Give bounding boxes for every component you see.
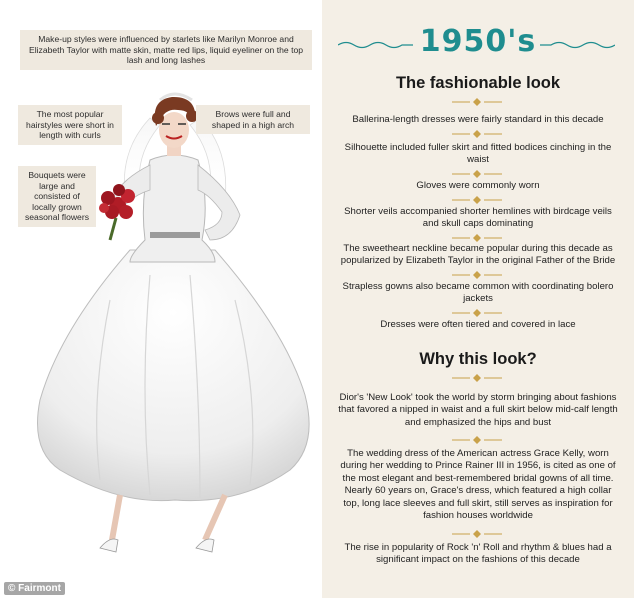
right-flourish-icon [540, 40, 615, 50]
makeup-note: Make-up styles were influenced by starlets like Marilyn Monroe and Elizabeth Taylor with matte skin, matte red lips, liquid eyeliner on the top lash and long lashes [20, 30, 312, 70]
look-item: Strapless gowns also became common with coordinating bolero jackets [342, 281, 614, 305]
look-item: Shorter veils accompanied shorter hemlines with birdcage veils and skull caps dominating [344, 206, 612, 230]
section-title-fashionable-look: The fashionable look [395, 74, 561, 92]
item-divider-icon [452, 436, 502, 444]
why-item: The rise in popularity of Rock 'n' Roll and rhythm & blues had a significant impact on the fashions of this decade [344, 542, 612, 566]
watermark-icon: © [8, 583, 16, 594]
item-divider-icon [452, 234, 502, 242]
section-divider-icon [452, 98, 502, 106]
item-divider-icon [452, 309, 502, 317]
item-divider-icon [452, 196, 502, 204]
section-divider-icon [452, 374, 502, 382]
look-item: The sweetheart neckline became popular during this decade as popularized by Elizabeth Taylor in the original Father of the Bride [340, 243, 616, 267]
bouquet-note: Bouquets were large and consisted of locally grown seasonal flowers [18, 166, 96, 227]
hair-note: The most popular hairstyles were short in length with curls [18, 105, 122, 145]
item-divider-icon [452, 271, 502, 279]
fairmont-watermark [4, 582, 65, 595]
item-divider-icon [452, 130, 502, 138]
item-divider-icon [452, 170, 502, 178]
section-title-why-this-look: Why this look? [419, 350, 537, 368]
look-item: Dresses were often tiered and covered in lace [380, 319, 576, 330]
look-item: Ballerina-length dresses were fairly standard in this decade [352, 114, 604, 125]
bouquet [99, 184, 135, 240]
watermark-text: Fairmont [18, 583, 61, 594]
brows-note: Brows were full and shaped in a high arch [196, 105, 310, 134]
why-item: The wedding dress of the American actress Grace Kelly, worn during her wedding to Prince Rainer III in 1956, is cited as one of the most elegant and best-remembered bridal gowns of all time. Nearly 60 years on, Grace's dress, which featured a high collar top, long lace sleeves and full skirt, still serves as inspiration for fashion houses worldwide [340, 448, 616, 522]
era-title: 1950's [419, 24, 537, 59]
dress-skirt [38, 250, 310, 501]
why-item: Dior's 'New Look' took the world by storm bringing about fashions that favored a nipped in waist and a full skirt below mid-calf length and emphasized the hips and bust [338, 392, 618, 428]
look-item: Silhouette included fuller skirt and fitted bodices cinching in the waist [344, 142, 612, 166]
item-divider-icon [452, 530, 502, 538]
look-item: Gloves were commonly worn [416, 180, 540, 191]
